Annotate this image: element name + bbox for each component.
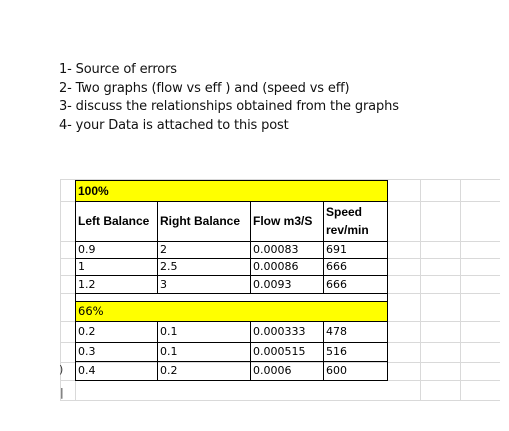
cell-speed: 600	[326, 364, 347, 377]
cell-left-balance: 0.2	[78, 325, 96, 338]
table-border	[75, 361, 388, 362]
gridline	[420, 179, 421, 401]
instruction-item: 3- discuss the relationships obtained from the graphs	[59, 99, 399, 114]
cell-left-balance: 1	[78, 260, 85, 273]
table-border	[75, 258, 388, 259]
table-border	[250, 201, 251, 294]
cell-left-balance: 0.9	[78, 243, 96, 256]
table-border	[75, 380, 388, 381]
table-border	[323, 321, 324, 381]
cell-flow: 0.00086	[253, 260, 299, 273]
cell-left-balance: 0.4	[78, 364, 96, 377]
cell-left-balance: 0.3	[78, 345, 96, 358]
cell-left-balance: 1.2	[78, 278, 96, 291]
cell-right-balance: 3	[160, 278, 167, 291]
cell-right-balance: 0.2	[160, 364, 178, 377]
header-left-balance: Left Balance	[78, 214, 150, 228]
cell-flow: 0.000333	[253, 325, 306, 338]
table-border	[75, 293, 388, 294]
cell-speed: 516	[326, 345, 347, 358]
header-speed-line1: Speed	[326, 205, 363, 219]
cell-right-balance: 0.1	[160, 325, 178, 338]
cell-speed: 666	[326, 278, 347, 291]
cell-speed: 691	[326, 243, 347, 256]
section-label-100: 100%	[76, 181, 387, 201]
cell-right-balance: 2.5	[160, 260, 178, 273]
cell-speed: 478	[326, 325, 347, 338]
gridline	[460, 179, 461, 401]
table-border	[75, 301, 388, 302]
margin-mark: |	[60, 386, 64, 399]
table-border	[250, 321, 251, 381]
cell-right-balance: 2	[160, 243, 167, 256]
table-border	[75, 201, 388, 202]
instruction-item: 4- your Data is attached to this post	[59, 117, 289, 133]
table-border	[75, 180, 388, 181]
table-border	[75, 321, 388, 322]
table-border	[323, 201, 324, 294]
header-flow: Flow m3/S	[253, 214, 313, 228]
section-label-66: 66%	[76, 302, 387, 321]
gridline	[60, 400, 500, 401]
table-border	[75, 241, 388, 242]
header-speed-line2: rev/min	[326, 223, 369, 237]
cell-flow: 0.00083	[253, 243, 299, 256]
table-border	[75, 275, 388, 276]
header-right-balance: Right Balance	[160, 214, 241, 228]
cell-flow: 0.0093	[253, 278, 292, 291]
instruction-item: 1- Source of errors	[59, 62, 177, 77]
cell-flow: 0.000515	[253, 345, 306, 358]
instruction-item: 2- Two graphs (flow vs eff ) and (speed vs eff)	[59, 80, 350, 96]
margin-mark: )	[59, 363, 64, 376]
cell-speed: 666	[326, 260, 347, 273]
table-border	[75, 342, 388, 343]
table-border	[157, 321, 158, 381]
cell-right-balance: 0.1	[160, 345, 178, 358]
cell-flow: 0.0006	[253, 364, 292, 377]
table-border	[157, 201, 158, 294]
table-border	[387, 180, 388, 381]
table-border	[75, 180, 76, 381]
